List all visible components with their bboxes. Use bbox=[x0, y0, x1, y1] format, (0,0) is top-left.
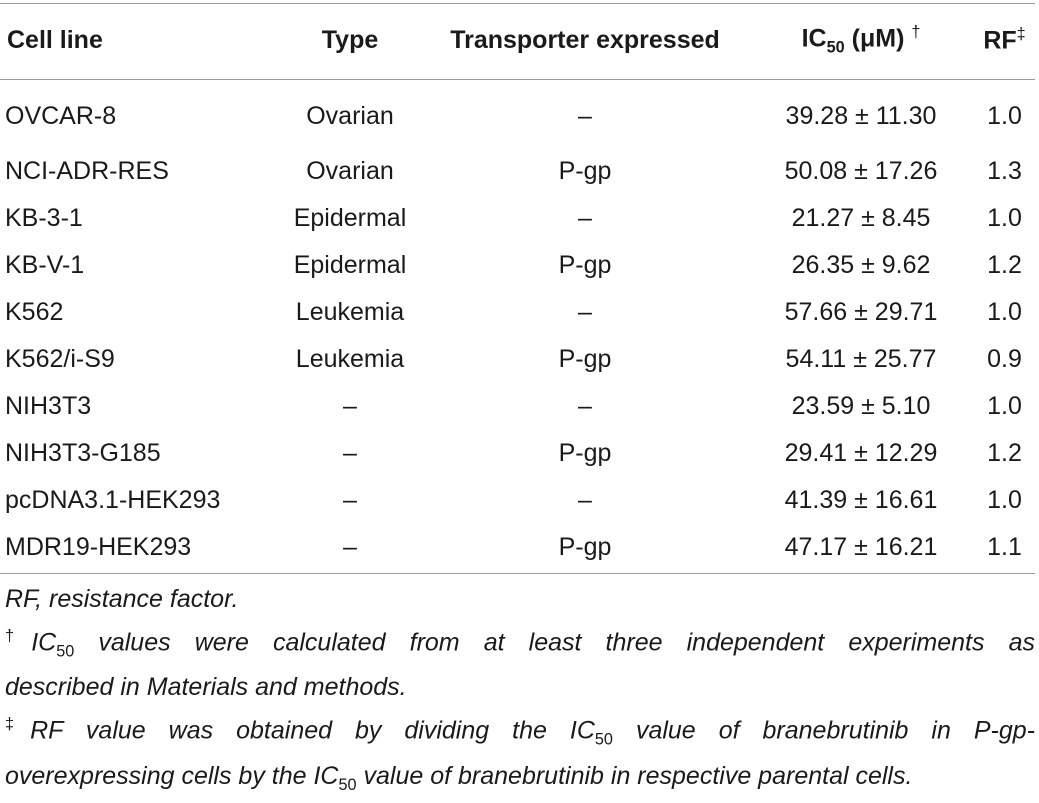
cell-ic50: 23.59 ± 5.10 bbox=[791, 392, 931, 420]
cell-transporter: P-gp bbox=[558, 345, 612, 373]
header-type: Type bbox=[321, 25, 379, 54]
header-ic50 bbox=[755, 0, 967, 80]
cell-cell-line: pcDNA3.1-HEK293 bbox=[5, 486, 221, 514]
header-ic50-sub: 50 bbox=[826, 38, 845, 57]
table-row bbox=[0, 242, 1039, 289]
header-rf-ddagger: ‡ bbox=[1016, 24, 1026, 43]
footnote-dagger-ic: IC bbox=[31, 627, 57, 656]
bottom-rule bbox=[0, 573, 1035, 574]
cell-ic50: 29.41 ± 12.29 bbox=[784, 439, 938, 467]
cell-rf: 1.0 bbox=[987, 204, 1022, 232]
cell-rf: 1.2 bbox=[987, 439, 1022, 467]
footnote-dagger-mark: † bbox=[5, 626, 32, 645]
cell-cell-line: MDR19-HEK293 bbox=[5, 533, 192, 561]
footnote-ddagger-d: value of branebrutinib in respective parental cells. bbox=[356, 761, 913, 790]
cell-cell-line: KB-3-1 bbox=[5, 204, 83, 232]
cell-ic50: 21.27 ± 8.45 bbox=[791, 204, 931, 232]
cell-cell-line: OVCAR-8 bbox=[5, 101, 117, 130]
table-row bbox=[0, 430, 1039, 477]
header-ic50-dagger: † bbox=[911, 22, 921, 41]
cell-ic50: 39.28 ± 11.30 bbox=[785, 101, 937, 130]
cell-transporter: P-gp bbox=[558, 533, 612, 561]
footnote-ddagger-mark: ‡ bbox=[5, 714, 31, 733]
footnote-dagger-line1 bbox=[5, 618, 1035, 670]
cell-ic50: 54.11 ± 25.77 bbox=[785, 345, 937, 373]
footnote-ddagger-line2 bbox=[5, 758, 1035, 803]
header-rf bbox=[967, 0, 1039, 80]
footnote-ddagger-a: RF value was obtained by dividing the IC bbox=[30, 716, 595, 745]
cell-transporter: – bbox=[578, 392, 592, 420]
header-ic50-prefix: IC bbox=[801, 24, 827, 53]
footnote-ddagger-c: overexpressing cells by the IC bbox=[5, 761, 339, 790]
footnote-ddagger-b: value of branebrutinib in P-gp- bbox=[612, 716, 1036, 745]
cell-type: Epidermal bbox=[293, 204, 407, 232]
footnote-ddagger-sub2: 50 bbox=[338, 775, 357, 794]
cell-type: – bbox=[343, 533, 357, 561]
footnote-dagger-line2: described in Materials and methods. bbox=[5, 673, 407, 702]
cell-transporter: – bbox=[578, 101, 592, 130]
cell-rf: 0.9 bbox=[987, 345, 1022, 373]
table-row bbox=[0, 289, 1039, 336]
cell-transporter: – bbox=[578, 204, 592, 232]
cell-type: Leukemia bbox=[295, 298, 405, 326]
cell-rf: 1.3 bbox=[987, 157, 1022, 185]
cell-type: Ovarian bbox=[306, 101, 394, 130]
cell-ic50: 41.39 ± 16.61 bbox=[784, 486, 938, 514]
footnote-ddagger-sub1: 50 bbox=[594, 730, 613, 749]
cell-transporter: – bbox=[578, 486, 592, 514]
header-transporter: Transporter expressed bbox=[450, 25, 720, 54]
cell-rf: 1.0 bbox=[987, 101, 1022, 130]
footnote-ddagger-line1 bbox=[5, 706, 1035, 758]
table-row bbox=[0, 383, 1039, 430]
header-cell-line: Cell line bbox=[7, 25, 103, 54]
cell-cell-line: NIH3T3 bbox=[5, 392, 92, 420]
cell-type: – bbox=[343, 392, 357, 420]
cell-ic50: 57.66 ± 29.71 bbox=[784, 298, 938, 326]
cell-type: Leukemia bbox=[295, 345, 405, 373]
cell-type: – bbox=[343, 439, 357, 467]
cell-transporter: P-gp bbox=[558, 439, 612, 467]
footnote-rf: RF, resistance factor. bbox=[5, 585, 239, 613]
table-row bbox=[0, 148, 1039, 195]
cell-ic50: 26.35 ± 9.62 bbox=[791, 251, 931, 279]
cell-rf: 1.0 bbox=[987, 392, 1022, 420]
header-ic50-unit: (μM) bbox=[844, 24, 912, 53]
table-row bbox=[0, 477, 1039, 524]
table-footnotes bbox=[5, 581, 1035, 803]
footnote-dagger-sub: 50 bbox=[56, 641, 75, 660]
cell-rf: 1.0 bbox=[987, 486, 1022, 514]
cell-cell-line: NCI-ADR-RES bbox=[5, 157, 169, 185]
cell-type: Epidermal bbox=[293, 251, 407, 279]
cell-cell-line: K562/i-S9 bbox=[5, 345, 115, 373]
table-row bbox=[0, 524, 1039, 571]
cell-ic50: 50.08 ± 17.26 bbox=[784, 157, 938, 185]
table-body bbox=[0, 80, 1039, 571]
cell-cell-line: K562 bbox=[5, 298, 64, 326]
footnote-dagger-text1: values were calculated from at least three independent experiments as bbox=[74, 627, 1035, 656]
cell-cell-line: KB-V-1 bbox=[5, 251, 85, 279]
cell-type: – bbox=[343, 486, 357, 514]
cell-rf: 1.1 bbox=[987, 533, 1022, 561]
table-row bbox=[0, 80, 1039, 148]
cell-transporter: P-gp bbox=[558, 157, 612, 185]
cell-rf: 1.0 bbox=[987, 298, 1022, 326]
header-rf-label: RF bbox=[983, 26, 1017, 55]
table-row bbox=[0, 195, 1039, 242]
cell-transporter: – bbox=[578, 298, 592, 326]
cell-type: Ovarian bbox=[306, 157, 394, 185]
cell-cell-line: NIH3T3-G185 bbox=[5, 439, 161, 467]
cell-transporter: P-gp bbox=[558, 251, 612, 279]
table-row bbox=[0, 336, 1039, 383]
header-row bbox=[0, 0, 1039, 80]
cell-rf: 1.2 bbox=[987, 251, 1022, 279]
cell-ic50: 47.17 ± 16.21 bbox=[784, 533, 938, 561]
